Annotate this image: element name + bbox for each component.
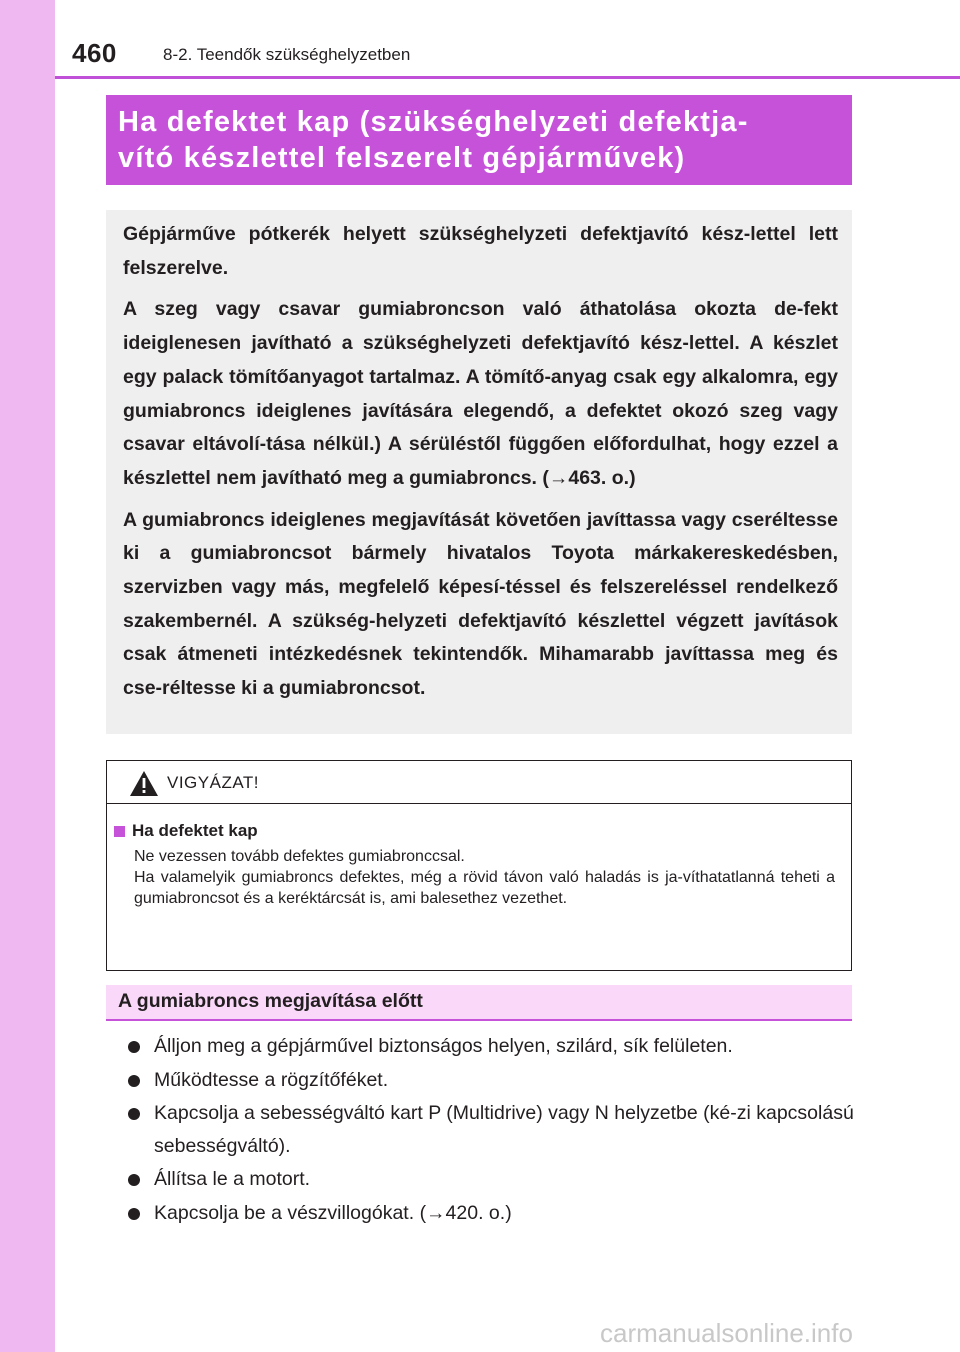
bullet-dot-icon xyxy=(128,1041,140,1053)
caution-line: Ne vezessen tovább defektes gumiabronccsal. xyxy=(134,848,465,865)
caution-line: Ha valamelyik gumiabroncs defektes, még a rövid távon való haladás is ja-víthatatlanná teheti a gumiabroncsot és a keréktárcsát is, ami balesethez vezethet. xyxy=(134,869,835,907)
header-divider xyxy=(55,76,960,79)
watermark: carmanualsonline.info xyxy=(600,1318,853,1348)
caution-text xyxy=(134,846,835,909)
page-title xyxy=(106,95,852,185)
intro-paragraph: A gumiabroncs ideiglenes megjavítását követően javíttassa vagy cseréltesse ki a gumiabroncsot bármely hivatalos Toyota márkakereskedésben, szervizben vagy más, megfelelő képesí-téssel és felszereléssel rendelkező szakembernél. A szükség-helyzeti defektjavító készlettel végzett javítások csak átmeneti intézkedésnek tekintendők. Mihamarabb javíttassa meg és cse-réltesse ki a gumiabroncsot. xyxy=(123,508,838,700)
before-repair-heading: A gumiabroncs megjavítása előtt xyxy=(106,985,852,1021)
step-text: Állítsa le a motort. xyxy=(154,1168,311,1190)
intro-paragraph: A szeg vagy csavar gumiabroncson való áthatolása okozta de-fekt ideiglenesen javítható a szükséghelyzeti defektjavító kész-lettel. A készlet egy palack tömítőanyagot tartalmaz. A tömítő-anyag csak egy alkalomra, egy gumiabroncs ideiglenes javítására elegendő, a defektet okozó szeg vagy csavar eltávolí-tása nélkül.) A sérüléstől függően előfordulhat, hogy ezzel a készlettel nem javítható meg a gumiabroncs. (→463. o.) xyxy=(123,298,838,489)
intro-box xyxy=(106,210,852,734)
list-item xyxy=(126,1163,856,1196)
title-line-1: Ha defektet kap (szükséghelyzeti defektja- xyxy=(118,106,749,138)
page-number: 460 xyxy=(72,38,117,68)
title-line-2: vító készlettel felszerelt gépjárművek) xyxy=(118,142,686,174)
step-text: Kapcsolja be a vészvillogókat. (→420. o.) xyxy=(154,1201,512,1224)
step-text: Működtesse a rögzítőféket. xyxy=(154,1068,389,1091)
caution-body xyxy=(107,804,851,909)
bullet-dot-icon xyxy=(128,1075,140,1087)
step-text: Kapcsolja a sebességváltó kart P (Multidrive) vagy N helyzetbe (ké-zi kapcsolású sebességváltó). xyxy=(154,1102,854,1157)
bullet-dot-icon xyxy=(128,1208,140,1220)
step-list xyxy=(126,1030,856,1230)
list-item xyxy=(126,1097,856,1162)
step-text: Álljon meg a gépjárművel biztonságos helyen, szilárd, sík felületen. xyxy=(154,1035,733,1057)
bullet-dot-icon xyxy=(128,1108,140,1120)
caution-label: VIGYÁZAT! xyxy=(167,773,260,792)
caution-heading xyxy=(114,820,835,842)
list-item xyxy=(126,1030,856,1063)
caution-box xyxy=(106,760,852,971)
side-tab-strip xyxy=(0,0,55,1352)
section-label: 8-2. Teendők szükséghelyzetben xyxy=(163,45,411,64)
caution-header xyxy=(107,761,851,804)
list-item xyxy=(126,1064,856,1097)
list-item xyxy=(126,1197,856,1230)
bullet-dot-icon xyxy=(128,1174,140,1186)
square-bullet-icon xyxy=(114,826,125,837)
intro-paragraph: Gépjárműve pótkerék helyett szükséghelyzeti defektjavító kész-lettel lett felszerelve. xyxy=(123,223,838,279)
caution-heading-text: Ha defektet kap xyxy=(132,821,258,840)
warning-triangle-icon xyxy=(129,770,159,797)
